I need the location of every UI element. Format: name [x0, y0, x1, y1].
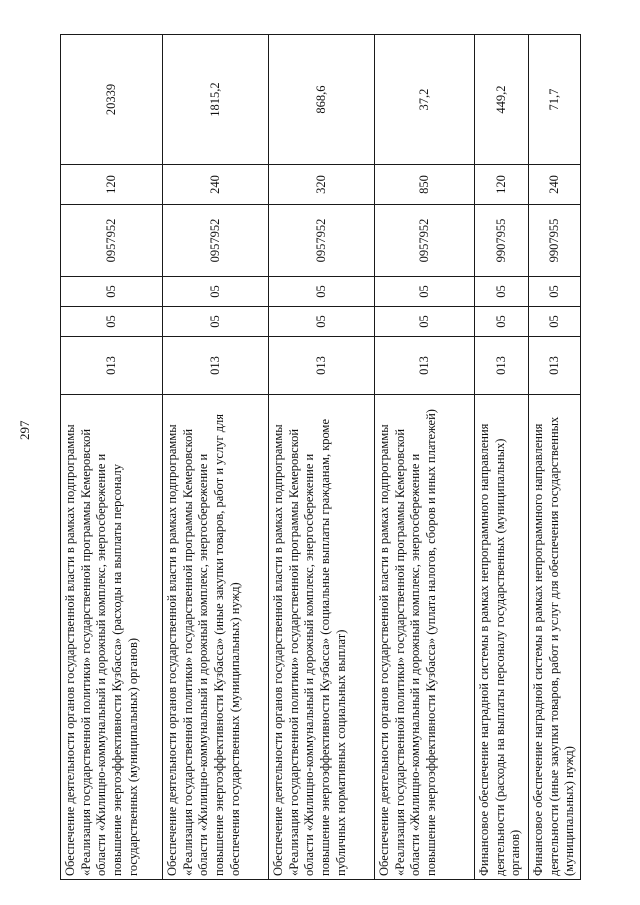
target-article-code: 0957952: [375, 205, 475, 277]
amount-value: 868,6: [269, 35, 375, 165]
amount-value: 20339: [61, 35, 163, 165]
amount-value: 449,2: [475, 35, 529, 165]
target-article-code: 9907955: [529, 205, 581, 277]
row-description: Обеспечение деятельности органов государственной власти в рамках подпрограммы «Реализация государственной политики» государственной программы Кемеровской области «Жилищно-коммунальный и дорожный комплекс, энергосбережение и повышение энергоэффективности Кузбасса» (социальные выплаты гражданам, кроме публичных нормативных социальных выплат): [269, 395, 375, 880]
ministry-code: 013: [475, 337, 529, 395]
ministry-code: 013: [375, 337, 475, 395]
section-code: 05: [163, 307, 269, 337]
page-number: 297: [17, 420, 32, 440]
subsection-code: 05: [375, 277, 475, 307]
table-row: [375, 35, 475, 880]
ministry-code: 013: [529, 337, 581, 395]
expense-type-code: 240: [163, 165, 269, 205]
expense-type-code: 240: [529, 165, 581, 205]
table-row: [529, 35, 581, 880]
row-description: Обеспечение деятельности органов государственной власти в рамках подпрограммы «Реализация государственной политики» государственной программы Кемеровской области «Жилищно-коммунальный и дорожный комплекс, энергосбережение и повышение энергоэффективности Кузбасса» (уплата налогов, сборов и иных платежей): [375, 395, 475, 880]
rotated-page-content: [60, 35, 576, 880]
section-code: 05: [529, 307, 581, 337]
subsection-code: 05: [163, 277, 269, 307]
row-description: Финансовое обеспечение наградной системы в рамках непрограммного направления деятельности (расходы на выплаты персоналу государственных (муниципальных) органов): [475, 395, 529, 880]
ministry-code: 013: [163, 337, 269, 395]
subsection-code: 05: [269, 277, 375, 307]
expense-type-code: 320: [269, 165, 375, 205]
row-description: Обеспечение деятельности органов государственной власти в рамках подпрограммы «Реализация государственной политики» государственной программы Кемеровской области «Жилищно-коммунальный и дорожный комплекс, энергосбережение и повышение энергоэффективности Кузбасса» (расходы на выплаты персоналу государственных (муниципальных) органов): [61, 395, 163, 880]
amount-value: 1815,2: [163, 35, 269, 165]
target-article-code: 9907955: [475, 205, 529, 277]
table-row: [163, 35, 269, 880]
expense-type-code: 120: [475, 165, 529, 205]
section-code: 05: [269, 307, 375, 337]
subsection-code: 05: [475, 277, 529, 307]
table-row: [475, 35, 529, 880]
table-row: [61, 35, 163, 880]
budget-table: [60, 34, 581, 880]
expense-type-code: 850: [375, 165, 475, 205]
section-code: 05: [61, 307, 163, 337]
section-code: 05: [375, 307, 475, 337]
amount-value: 71,7: [529, 35, 581, 165]
target-article-code: 0957952: [269, 205, 375, 277]
target-article-code: 0957952: [61, 205, 163, 277]
ministry-code: 013: [269, 337, 375, 395]
subsection-code: 05: [529, 277, 581, 307]
expense-type-code: 120: [61, 165, 163, 205]
row-description: Обеспечение деятельности органов государственной власти в рамках подпрограммы «Реализация государственной политики» государственной программы Кемеровской области «Жилищно-коммунальный и дорожный комплекс, энергосбережение и повышение энергоэффективности Кузбасса» (иные закупки товаров, работ и услуг для обеспечения государственных (муниципальных) нужд): [163, 395, 269, 880]
amount-value: 37,2: [375, 35, 475, 165]
ministry-code: 013: [61, 337, 163, 395]
table-row: [269, 35, 375, 880]
row-description: Финансовое обеспечение наградной системы в рамках непрограммного направления деятельности (иные закупки товаров, работ и услуг для обеспечения государственных (муниципальных) нужд): [529, 395, 581, 880]
target-article-code: 0957952: [163, 205, 269, 277]
subsection-code: 05: [61, 277, 163, 307]
section-code: 05: [475, 307, 529, 337]
